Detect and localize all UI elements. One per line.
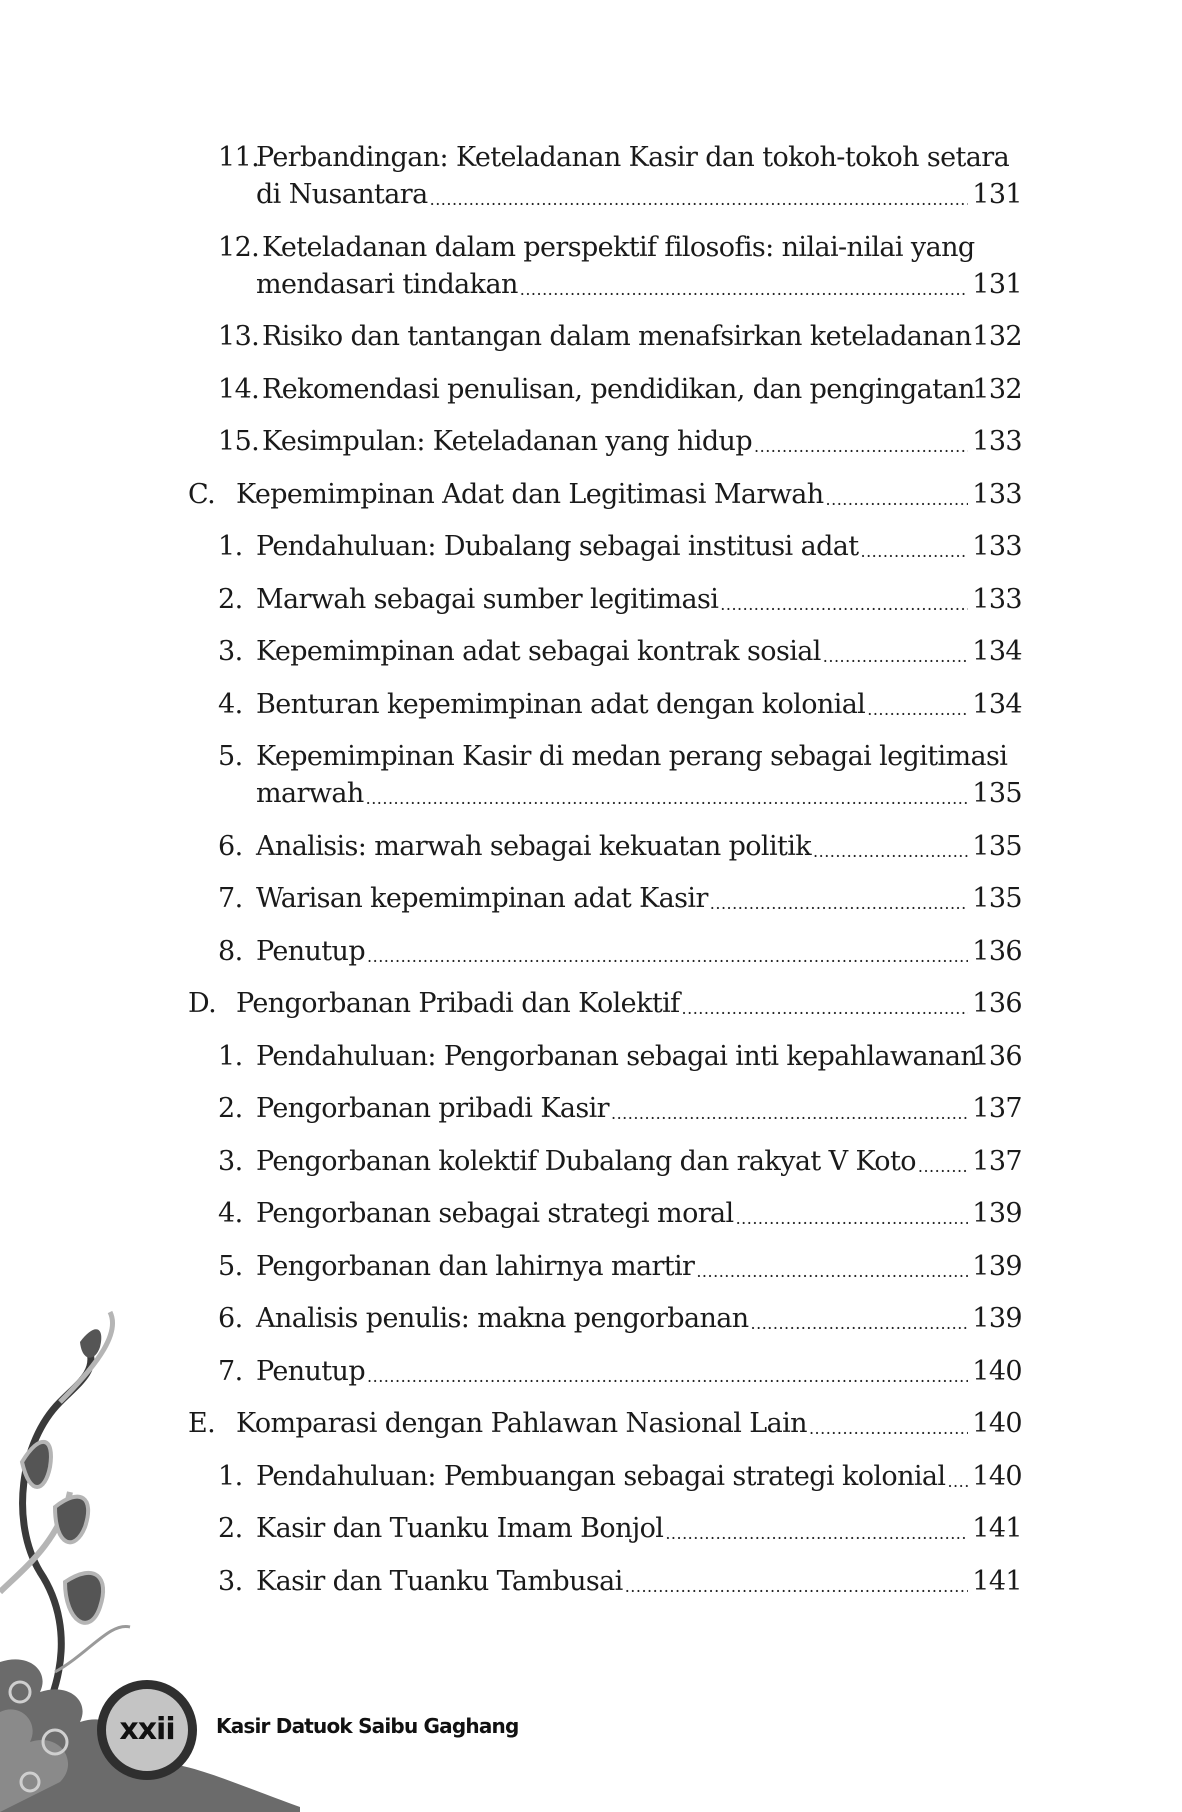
entry-number: 1. [218, 531, 243, 562]
entry-title: Pendahuluan: Dubalang sebagai institusi adat [256, 531, 859, 562]
page-ref: 140 [972, 1460, 1022, 1492]
page-ref: 141 [972, 1513, 1022, 1544]
leader-dots [826, 485, 968, 515]
page-ref: 131 [972, 268, 1022, 300]
leader-dots [720, 590, 968, 620]
leader-dots [736, 1204, 968, 1234]
entry-number: 3. [218, 1565, 243, 1597]
entry-number: 2. [218, 583, 243, 615]
entry-title: Pengorbanan dan lahirnya martir [256, 1250, 695, 1282]
entry-title: Pengorbanan kolektif Dubalang dan rakyat V Koto [256, 1145, 916, 1177]
entry-title: Kasir dan Tuanku Imam Bonjol [256, 1513, 664, 1544]
section-letter: D. [188, 988, 217, 1019]
entry-number: 7. [218, 883, 243, 914]
page-ref: 133 [972, 583, 1022, 615]
page-ref: 139 [972, 1198, 1022, 1229]
section-letter: E. [188, 1408, 216, 1439]
page-ref: 136 [972, 988, 1022, 1019]
entry-number: 6. [218, 1303, 243, 1334]
entry-title: Marwah sebagai sumber legitimasi [256, 583, 719, 615]
entry-number: 11. [218, 142, 260, 173]
ornament-leaves [22, 1329, 103, 1623]
entry-title: Analisis penulis: makna pengorbanan [256, 1303, 749, 1334]
leader-dots [754, 432, 968, 462]
entry-number: 4. [218, 688, 243, 720]
page-ref: 139 [972, 1250, 1022, 1282]
entry-number: 8. [218, 935, 243, 967]
entry-number: 2. [218, 1093, 243, 1124]
page-ref: 139 [972, 1303, 1022, 1334]
leader-dots [367, 942, 968, 972]
leader-dots [367, 1362, 968, 1392]
page-ref: 141 [972, 1565, 1022, 1597]
leader-dots [918, 1152, 968, 1182]
page-ref: 135 [972, 778, 1022, 809]
page-ref: 131 [972, 179, 1022, 210]
leader-dots [696, 1257, 968, 1287]
page-number: xxii [119, 1711, 175, 1747]
entry-title: di Nusantara [256, 179, 428, 210]
entry-number: 1. [218, 1040, 243, 1072]
page-ref: 135 [972, 830, 1022, 862]
leader-dots [861, 537, 969, 567]
leader-dots [611, 1099, 968, 1129]
leader-dots [751, 1309, 968, 1339]
entry-number: 3. [218, 1145, 243, 1177]
entry-number: 1. [218, 1460, 243, 1492]
entry-title: Penutup [256, 935, 366, 967]
entry-number: 13. [218, 321, 260, 352]
entry-title: Pendahuluan: Pengorbanan sebagai inti kepahlawanan [256, 1040, 978, 1072]
page-ref: 134 [972, 688, 1022, 720]
entry-title: Penutup [256, 1355, 366, 1387]
page-ref: 132 [972, 321, 1022, 352]
entry-title: Kepemimpinan adat sebagai kontrak sosial [256, 636, 821, 667]
entry-title: Keteladanan dalam perspektif filosofis: nilai-nilai yang [262, 231, 975, 263]
leader-dots [682, 994, 968, 1024]
page-ref: 136 [972, 935, 1022, 967]
page-ref: 133 [972, 478, 1022, 510]
entry-title: Pengorbanan sebagai strategi moral [256, 1198, 734, 1229]
entry-number: 7. [218, 1355, 243, 1387]
entry-number: 5. [218, 741, 243, 772]
entry-title: Pengorbanan Pribadi dan Kolektif [236, 988, 680, 1019]
leader-dots [520, 275, 968, 305]
page-ref: 135 [972, 883, 1022, 914]
leader-dots [947, 1467, 968, 1497]
entry-number: 12. [218, 231, 260, 263]
entry-title: Benturan kepemimpinan adat dengan kolonial [256, 688, 866, 720]
page-ref: 140 [972, 1408, 1022, 1439]
entry-number: 2. [218, 1513, 243, 1544]
leader-dots [809, 1414, 968, 1444]
entry-title: Kepemimpinan Adat dan Legitimasi Marwah [236, 478, 824, 510]
entry-number: 5. [218, 1250, 243, 1282]
entry-title: Pendahuluan: Pembuangan sebagai strategi kolonial [256, 1460, 946, 1492]
entry-number: 15. [218, 426, 260, 457]
leader-dots [867, 695, 968, 725]
entry-title: Risiko dan tantangan dalam menafsirkan keteladanan [262, 321, 972, 352]
page-ref: 132 [972, 373, 1022, 405]
leader-dots [823, 642, 968, 672]
leader-dots [813, 837, 968, 867]
entry-title: Analisis: marwah sebagai kekuatan politik [256, 830, 812, 862]
entry-number: 3. [218, 636, 243, 667]
entry-title: Kepemimpinan Kasir di medan perang sebagai legitimasi [256, 741, 1008, 772]
entry-title: marwah [256, 778, 364, 809]
leader-dots [710, 889, 968, 919]
entry-number: 14. [218, 373, 260, 405]
page-ref: 137 [972, 1145, 1022, 1177]
page-ref: 134 [972, 636, 1022, 667]
page-ref: 137 [972, 1093, 1022, 1124]
page-number-badge [97, 1680, 197, 1780]
page-ref: 133 [972, 531, 1022, 562]
leader-dots [366, 784, 968, 814]
entry-number: 4. [218, 1198, 243, 1229]
section-letter: C. [188, 478, 216, 510]
entry-title: Kasir dan Tuanku Tambusai [256, 1565, 623, 1597]
leader-dots [430, 185, 968, 215]
page-ref: 133 [972, 426, 1022, 457]
entry-title: mendasari tindakan [256, 268, 518, 300]
leader-dots [625, 1572, 968, 1602]
entry-number: 6. [218, 830, 243, 862]
entry-title: Perbandingan: Keteladanan Kasir dan tokoh-tokoh setara [256, 142, 1010, 173]
leader-dots [665, 1519, 968, 1549]
entry-title: Warisan kepemimpinan adat Kasir [256, 883, 708, 914]
page-ref: 136 [972, 1040, 1022, 1072]
page-ref: 140 [972, 1355, 1022, 1387]
entry-title: Komparasi dengan Pahlawan Nasional Lain [236, 1408, 807, 1439]
entry-title: Rekomendasi penulisan, pendidikan, dan pengingatan [262, 373, 975, 405]
entry-title: Kesimpulan: Keteladanan yang hidup [262, 426, 753, 457]
entry-title: Pengorbanan pribadi Kasir [256, 1093, 609, 1124]
running-footer-title: Kasir Datuok Saibu Gaghang [216, 1714, 519, 1738]
